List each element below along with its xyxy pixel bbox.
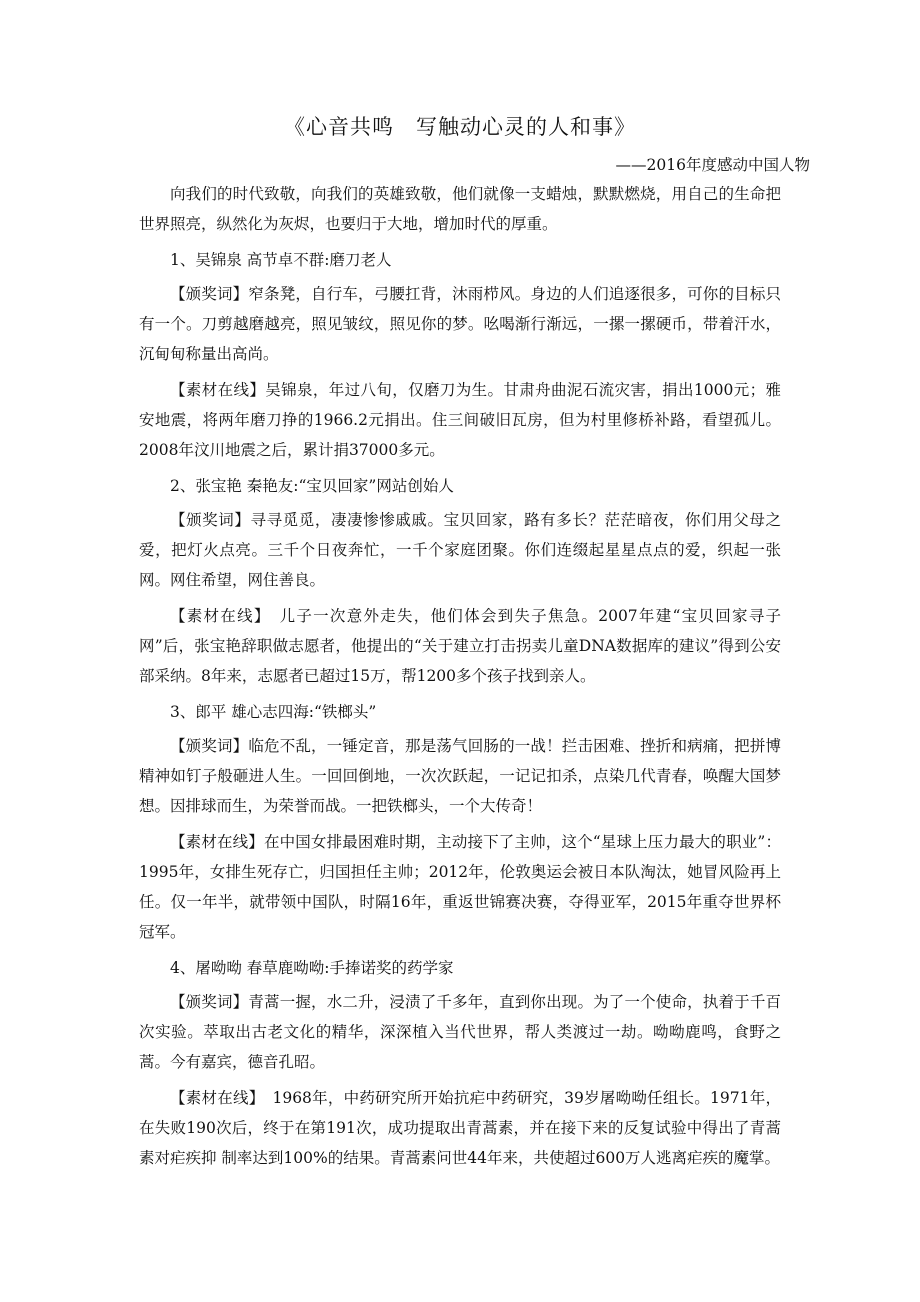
section-heading-2: 2、张宝艳 秦艳友:“宝贝回家”网站创始人: [170, 477, 454, 495]
material-paragraph-4: 【素材在线】 1968年，中药研究所开始抗疟中药研究，39岁屠呦呦任组长。1971年，在失败190次后，终于在第191次，成功提取出青蒿素，并在接下来的反复试验中得出了青蒿素对疟疾抑 制率达到100%的结果。青蒿素问世44年来，共使超过600万人逃离疟疾的魔掌。: [139, 1089, 781, 1167]
intro-paragraph: 向我们的时代致敬，向我们的英雄致敬，他们就像一支蜡烛，默默燃烧，用自己的生命把世界照亮，纵然化为灰烬，也要归于大地，增加时代的厚重。: [139, 185, 781, 233]
material-paragraph-3: 【素材在线】在中国女排最困难时期，主动接下了主帅，这个“星球上压力最大的职业”：1995年，女排生死存亡，归国担任主帅；2012年，伦敦奥运会被日本队淘汰，她冒风险再上任。仅一年半，就带领中国队，时隔16年，重返世锦赛决赛，夺得亚军，2015年重夺世界杯冠军。: [139, 833, 781, 941]
award-paragraph-4: 【颁奖词】青蒿一握，水二升，浸渍了千多年，直到你出现。为了一个使命，执着于千百次实验。萃取出古老文化的精华，深深植入当代世界，帮人类渡过一劫。呦呦鹿鸣，食野之蒿。今有嘉宾，德音孔昭。: [139, 993, 781, 1071]
section-heading-3: 3、郎平 雄心志四海:“铁榔头”: [170, 703, 377, 721]
section-heading-1: 1、吴锦泉 高节卓不群:磨刀老人: [170, 251, 392, 269]
material-paragraph-1: 【素材在线】吴锦泉，年过八旬，仅磨刀为生。甘肃舟曲泥石流灾害，捐出1000元；雅安地震，将两年磨刀挣的1966.2元捐出。住三间破旧瓦房，但为村里修桥补路，看望孤儿。2008年汶川地震之后，累计捐37000多元。: [139, 381, 781, 459]
document-title: 《心音共鸣 写触动心灵的人和事》: [284, 115, 636, 139]
document-subtitle: ——2016年度感动中国人物: [615, 156, 810, 174]
award-paragraph-2: 【颁奖词】寻寻觅觅，凄凄惨惨戚戚。宝贝回家，路有多长？茫茫暗夜，你们用父母之爱，把灯火点亮。三千个日夜奔忙，一千个家庭团聚。你们连缀起星星点点的爱，织起一张网。网住希望，网住善良。: [139, 511, 781, 589]
section-heading-4: 4、屠呦呦 春草鹿呦呦:手捧诺奖的药学家: [170, 959, 454, 977]
document-body: [139, 179, 781, 1179]
material-paragraph-2: 【素材在线】 儿子一次意外走失，他们体会到失子焦急。2007年建“宝贝回家寻子网”后，张宝艳辞职做志愿者，他提出的“关于建立打击拐卖儿童DNA数据库的建议”得到公安部采纳。8年来，志愿者已超过15万，帮1200多个孩子找到亲人。: [139, 607, 781, 685]
award-paragraph-1: 【颁奖词】窄条凳，自行车，弓腰扛背，沐雨栉风。身边的人们追逐很多，可你的目标只有一个。刀剪越磨越亮，照见皱纹，照见你的梦。吆喝渐行渐远，一摞一摞硬币，带着汗水，沉甸甸称量出高尚。: [139, 285, 781, 363]
award-paragraph-3: 【颁奖词】临危不乱，一锤定音，那是荡气回肠的一战！拦击困难、挫折和病痛，把拼博精神如钉子般砸进人生。一回回倒地，一次次跃起，一记记扣杀，点染几代青春，唤醒大国梦想。因排球而生，为荣誉而战。一把铁榔头，一个大传奇！: [139, 737, 781, 815]
